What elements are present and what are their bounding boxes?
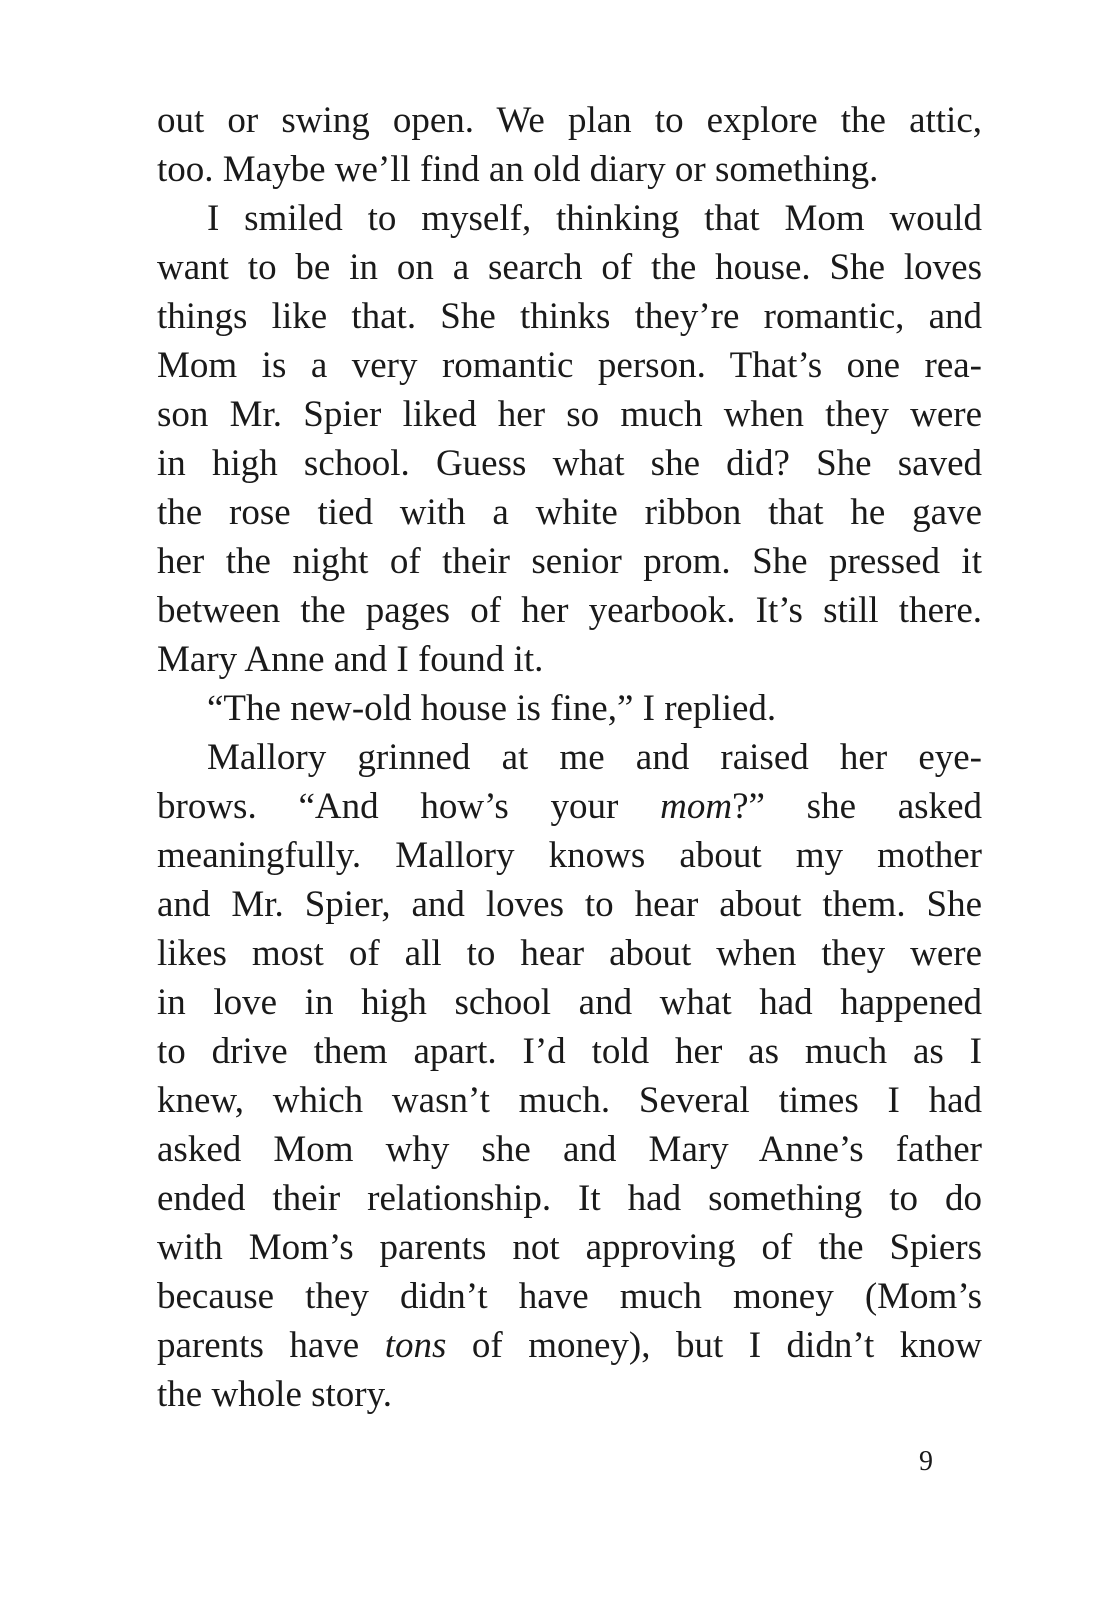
text-line — [157, 782, 982, 831]
text-run: I smiled to myself, thinking that Mom would — [207, 198, 982, 239]
text-line — [157, 96, 982, 145]
text-line — [157, 978, 982, 1027]
text-run: asked Mom why she and Mary Anne’s father — [157, 1129, 982, 1170]
text-line — [157, 635, 982, 684]
text-line — [157, 488, 982, 537]
text-run: meaningfully. Mallory knows about my mother — [157, 835, 982, 876]
text-run: “The new-old house is fine,” I replied. — [207, 688, 777, 729]
text-line — [157, 1370, 982, 1419]
italic-text: tons — [384, 1325, 447, 1366]
text-run: brows. “And how’s your — [157, 786, 661, 827]
text-run: and Mr. Spier, and loves to hear about them. She — [157, 884, 982, 925]
text-line — [157, 684, 982, 733]
text-run: knew, which wasn’t much. Several times I had — [157, 1080, 982, 1121]
text-run: in love in high school and what had happened — [157, 982, 982, 1023]
text-run: the rose tied with a white ribbon that he gave — [157, 492, 982, 533]
text-line — [157, 586, 982, 635]
text-line — [157, 194, 982, 243]
text-line — [157, 880, 982, 929]
page-body — [157, 96, 982, 1419]
text-line — [157, 733, 982, 782]
text-line — [157, 341, 982, 390]
text-line — [157, 1223, 982, 1272]
text-run: likes most of all to hear about when they were — [157, 933, 982, 974]
text-line — [157, 831, 982, 880]
text-line — [157, 537, 982, 586]
text-line — [157, 1272, 982, 1321]
text-run: ended their relationship. It had something to do — [157, 1178, 982, 1219]
text-run: out or swing open. We plan to explore the attic, — [157, 100, 982, 141]
text-run: things like that. She thinks they’re romantic, and — [157, 296, 982, 337]
italic-text: mom — [660, 786, 733, 827]
text-line — [157, 390, 982, 439]
text-run: parents have — [157, 1325, 385, 1366]
text-line — [157, 145, 982, 194]
text-run: between the pages of her yearbook. It’s still there. — [157, 590, 982, 631]
text-line — [157, 439, 982, 488]
text-run: of money), but I didn’t know — [446, 1325, 982, 1366]
text-line — [157, 1076, 982, 1125]
text-run: Mom is a very romantic person. That’s one rea- — [157, 345, 982, 386]
text-run: to drive them apart. I’d told her as much as I — [157, 1031, 982, 1072]
text-line — [157, 243, 982, 292]
text-line — [157, 1321, 982, 1370]
page-number: 9 — [919, 1446, 933, 1477]
text-run: because they didn’t have much money (Mom’s — [157, 1276, 982, 1317]
text-line — [157, 292, 982, 341]
text-run: in high school. Guess what she did? She saved — [157, 443, 982, 484]
text-run: the whole story. — [157, 1374, 392, 1415]
text-run: Mary Anne and I found it. — [157, 639, 544, 680]
text-run: too. Maybe we’ll find an old diary or something. — [157, 149, 879, 190]
text-run: son Mr. Spier liked her so much when they were — [157, 394, 982, 435]
text-run: ?” she asked — [732, 786, 982, 827]
text-line — [157, 1027, 982, 1076]
text-line — [157, 1174, 982, 1223]
text-run: Mallory grinned at me and raised her eye- — [207, 737, 982, 778]
text-line — [157, 1125, 982, 1174]
text-run: with Mom’s parents not approving of the Spiers — [157, 1227, 982, 1268]
text-run: want to be in on a search of the house. She loves — [157, 247, 982, 288]
text-line — [157, 929, 982, 978]
text-run: her the night of their senior prom. She pressed it — [157, 541, 982, 582]
